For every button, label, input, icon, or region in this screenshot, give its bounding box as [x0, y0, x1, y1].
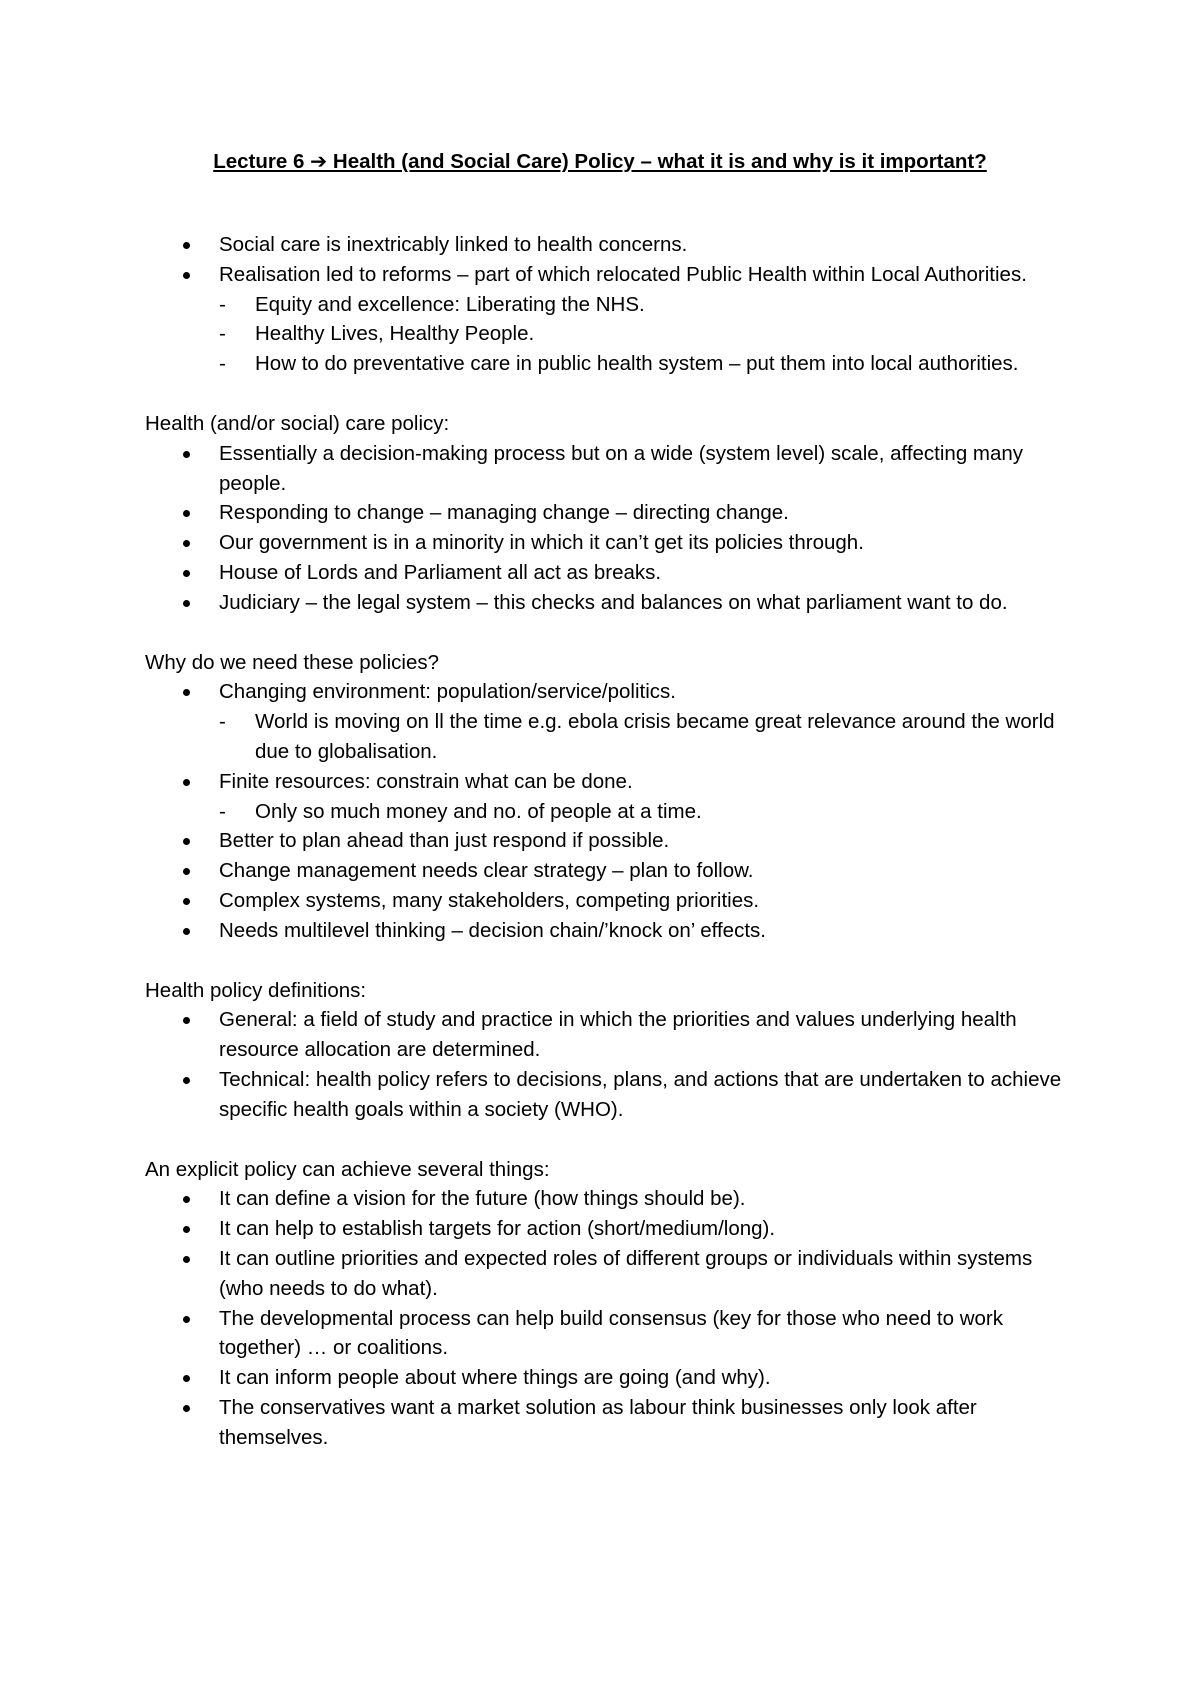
document-body [145, 230, 1065, 1452]
section-spacer [145, 1125, 1065, 1155]
bullet-icon [183, 779, 190, 786]
list-item-text: Judiciary – the legal system – this checks and balances on what parliament want to do. [219, 590, 1008, 614]
dash-icon: - [219, 322, 226, 346]
list-item [145, 1393, 1065, 1453]
bullet-icon [183, 1256, 190, 1263]
list-item-text: Our government is in a minority in which it can’t get its policies through. [219, 531, 864, 555]
dash-icon: - [219, 799, 226, 823]
bullet-list [145, 1005, 1065, 1124]
bullet-icon [183, 1077, 190, 1084]
list-item [145, 439, 1065, 499]
bullet-icon [183, 928, 190, 935]
list-item [145, 1184, 1065, 1214]
list-item-text: Realisation led to reforms – part of which relocated Public Health within Local Authorities. [219, 262, 1027, 286]
section-heading: Health (and/or social) care policy: [145, 411, 450, 435]
list-item [145, 826, 1065, 856]
sub-list [219, 707, 1065, 767]
bullet-list [145, 1184, 1065, 1452]
list-item-text: Essentially a decision-making process but on a wide (system level) scale, affecting many people. [219, 441, 1024, 495]
bullet-icon [183, 510, 190, 517]
section-spacer [145, 618, 1065, 648]
list-item-text: The developmental process can help build consensus (key for those who need to work together) … or coalitions. [219, 1306, 1004, 1360]
sub-list-item-text: World is moving on ll the time e.g. ebola crisis became great relevance around the world due to globalisation. [255, 710, 1055, 763]
bullet-icon [183, 540, 190, 547]
bullet-icon [183, 1196, 190, 1203]
bullet-icon [183, 1017, 190, 1024]
section-heading: Why do we need these policies? [145, 650, 440, 674]
list-item [145, 1363, 1065, 1393]
bullet-icon [183, 451, 190, 458]
dash-icon: - [219, 292, 226, 316]
sub-list-item [219, 707, 1065, 767]
bullet-icon [183, 1375, 190, 1382]
dash-icon: - [219, 352, 226, 376]
list-item [145, 1214, 1065, 1244]
list-item [145, 588, 1065, 618]
bullet-icon [183, 242, 190, 249]
list-item-text: Better to plan ahead than just respond if possible. [219, 829, 670, 853]
bullet-icon [183, 1405, 190, 1412]
list-item-text: Social care is inextricably linked to health concerns. [219, 233, 688, 256]
list-item [145, 886, 1065, 916]
list-item-text: The conservatives want a market solution as labour think businesses only look after themselves. [219, 1395, 977, 1449]
list-item [145, 1065, 1065, 1125]
bullet-icon [183, 600, 190, 607]
bullet-icon [183, 868, 190, 875]
bullet-icon [183, 1316, 190, 1323]
list-item-text: Needs multilevel thinking – decision chain/’knock on’ effects. [219, 918, 766, 942]
sub-list-item [219, 797, 1065, 827]
bullet-icon [183, 689, 190, 696]
sub-list-item-text: Healthy Lives, Healthy People. [255, 322, 535, 346]
bullet-list [145, 677, 1065, 945]
list-item [145, 498, 1065, 528]
list-item [145, 767, 1065, 827]
sub-list-item [219, 290, 1065, 320]
bullet-icon [183, 898, 190, 905]
list-item-text: It can help to establish targets for action (short/medium/long). [219, 1217, 776, 1241]
list-item [145, 1304, 1065, 1364]
page-title: Lecture 6 ➔ Health (and Social Care) Policy – what it is and why is it important? [213, 150, 987, 173]
list-item-text: It can outline priorities and expected roles of different groups or individuals within systems (who needs to do what). [219, 1246, 1033, 1300]
list-item-text: General: a field of study and practice in which the priorities and values underlying health resource allocation are determined. [219, 1008, 1017, 1062]
list-item-text: Changing environment: population/service/politics. [219, 680, 676, 704]
list-item [145, 528, 1065, 558]
list-item [145, 856, 1065, 886]
list-item-text: House of Lords and Parliament all act as breaks. [219, 560, 662, 584]
sub-list [219, 797, 1065, 827]
section-spacer [145, 379, 1065, 409]
list-item [145, 1244, 1065, 1304]
bullet-list [145, 230, 1065, 379]
list-item-text: It can inform people about where things are going (and why). [219, 1366, 771, 1390]
bullet-icon [183, 570, 190, 577]
sub-list-item [219, 349, 1065, 379]
sub-list-item [219, 319, 1065, 349]
list-item [145, 677, 1065, 766]
list-item [145, 1005, 1065, 1065]
bullet-icon [183, 838, 190, 845]
bullet-icon [183, 1226, 190, 1233]
bullet-list [145, 439, 1065, 618]
section-spacer [145, 946, 1065, 976]
list-item-text: Technical: health policy refers to decisions, plans, and actions that are undertaken to achieve specific health goals within a society (WHO). [219, 1067, 1062, 1121]
list-item-text: Complex systems, many stakeholders, competing priorities. [219, 888, 760, 912]
bullet-icon [183, 272, 190, 279]
list-item-text: Change management needs clear strategy – plan to follow. [219, 859, 754, 883]
sub-list-item-text: Only so much money and no. of people at a time. [255, 799, 702, 823]
list-item [145, 916, 1065, 946]
dash-icon: - [219, 710, 226, 734]
list-item-text: Finite resources: constrain what can be done. [219, 769, 633, 793]
list-item [145, 558, 1065, 588]
list-item-text: It can define a vision for the future (how things should be). [219, 1187, 746, 1211]
sub-list-item-text: Equity and excellence: Liberating the NHS. [255, 292, 645, 316]
sub-list [219, 290, 1065, 379]
list-item [145, 230, 1065, 260]
sub-list-item-text: How to do preventative care in public health system – put them into local authorities. [255, 352, 1019, 376]
list-item-text: Responding to change – managing change – directing change. [219, 501, 789, 525]
list-item [145, 260, 1065, 379]
section-heading: An explicit policy can achieve several things: [145, 1157, 550, 1181]
section-heading: Health policy definitions: [145, 978, 367, 1002]
